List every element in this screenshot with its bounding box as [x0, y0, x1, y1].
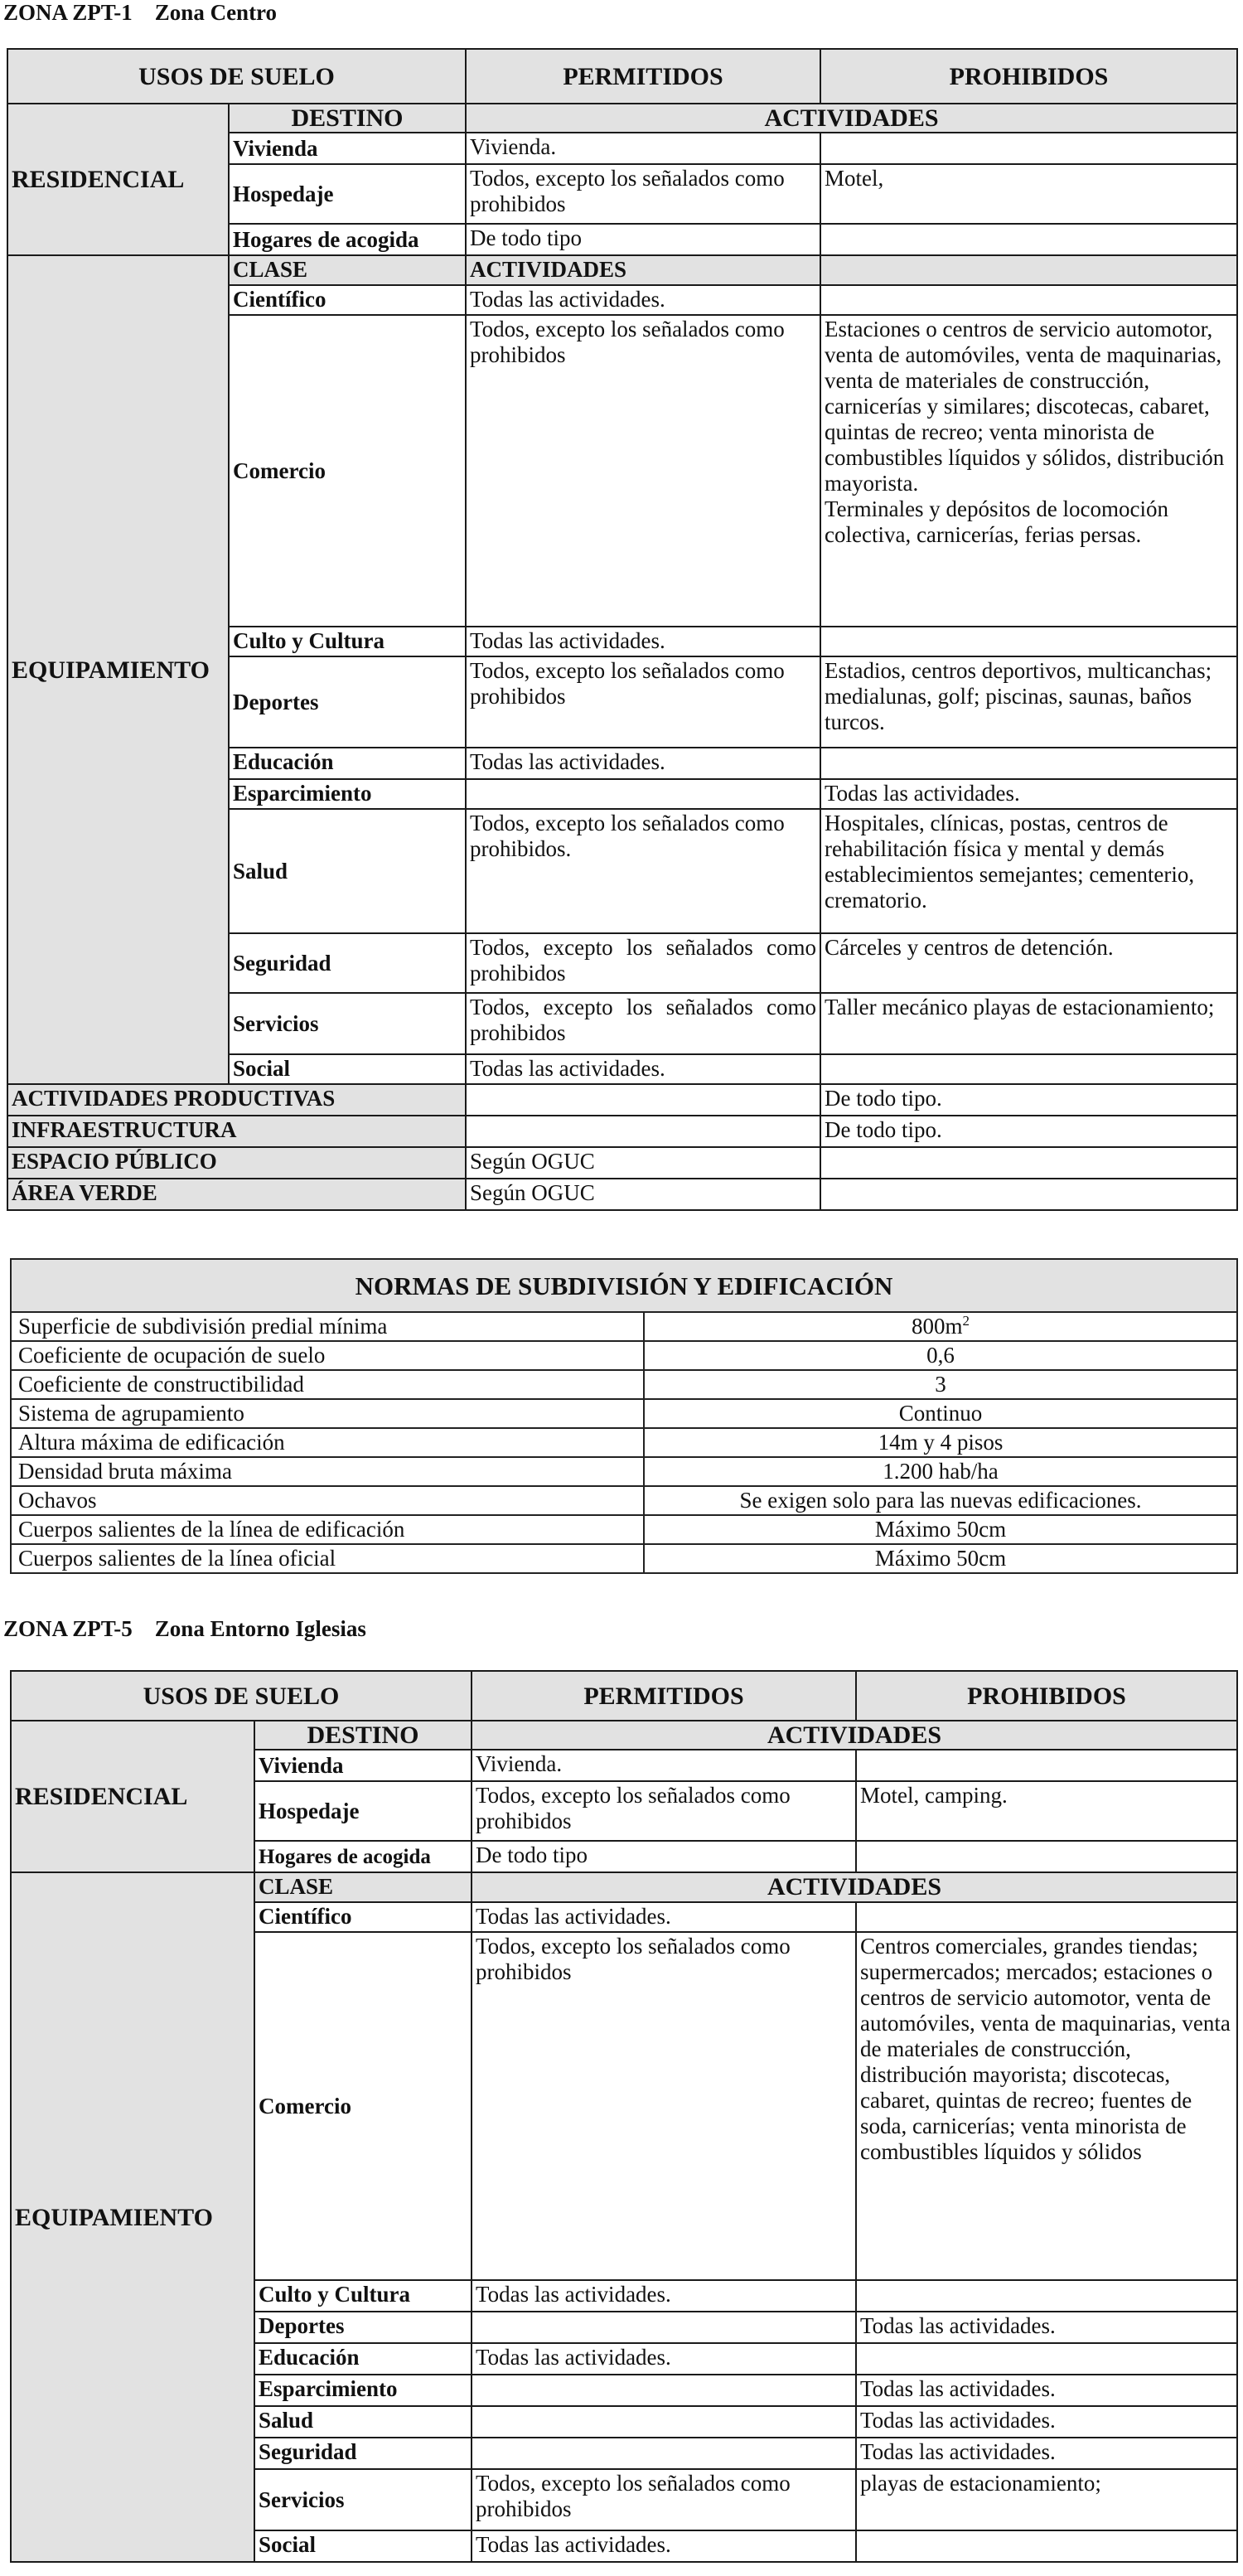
category-actividades-productivas: ACTIVIDADES PRODUCTIVAS — [7, 1084, 466, 1116]
permitted-cell: Todas las actividades. — [472, 2343, 856, 2375]
prohibited-cell — [820, 285, 1237, 315]
permitted-cell — [466, 1084, 820, 1116]
row-label: Servicios — [254, 2469, 472, 2530]
prohibited-cell: De todo tipo. — [820, 1116, 1237, 1147]
category-espacio-publico: ESPACIO PÚBLICO — [7, 1147, 466, 1179]
row-label: Culto y Cultura — [254, 2280, 472, 2312]
permitted-cell: Todas las actividades. — [466, 285, 820, 315]
row-label: Esparcimiento — [254, 2375, 472, 2406]
prohibited-cell — [820, 315, 1237, 627]
prohibited-cell: playas de estacionamiento; — [856, 2469, 1237, 2530]
prohibited-cell: Hospitales, clínicas, postas, centros de rehabilitación física y mental y demás establecimientos semejantes; cementerio, crematorio. — [820, 809, 1237, 933]
permitted-cell: Todas las actividades. — [472, 1902, 856, 1932]
permitted-cell — [472, 2406, 856, 2438]
norm-label: Coeficiente de ocupación de suelo — [11, 1341, 644, 1370]
subheader-blank — [820, 255, 1237, 285]
subheader-actividades: ACTIVIDADES — [472, 1721, 1237, 1750]
subheader-destino: DESTINO — [254, 1721, 472, 1750]
header-prohibidos: PROHIBIDOS — [820, 49, 1237, 104]
subheader-destino: DESTINO — [229, 104, 466, 133]
prohibited-text: Estaciones o centros de servicio automotor, venta de automóviles, venta de maquinarias, venta de materiales de construcción, carnicerías y similares; discotecas, cabaret, quintas de recreo; venta minorista de combustibles líquidos y sólidos, distribución mayorista. — [825, 317, 1225, 496]
row-label: Científico — [229, 285, 466, 315]
row-label: Social — [229, 1054, 466, 1084]
permitted-cell: Vivienda. — [466, 133, 820, 164]
norms-title: NORMAS DE SUBDIVISIÓN Y EDIFICACIÓN — [11, 1259, 1237, 1312]
prohibited-cell: Motel, camping. — [856, 1781, 1237, 1841]
header-prohibidos: PROHIBIDOS — [856, 1671, 1237, 1721]
norm-value — [644, 1312, 1237, 1341]
norm-value: Máximo 50cm — [644, 1515, 1237, 1544]
row-label: Servicios — [229, 993, 466, 1054]
prohibited-cell: Cárceles y centros de detención. — [820, 933, 1237, 993]
row-label: Esparcimiento — [229, 779, 466, 809]
category-equipamiento: EQUIPAMIENTO — [11, 1872, 254, 2562]
permitted-cell: Todas las actividades. — [466, 627, 820, 656]
prohibited-cell — [856, 1841, 1237, 1872]
prohibited-cell: Centros comerciales, grandes tiendas; supermercados; mercados; estaciones o centros de servicio automotor, venta de automóviles, venta de maquinarias, venta de materiales de construcción, distribución mayorista; discotecas, cabaret, quintas de recreo; fuentes de soda, carnicerías; venta minorista de combustibles líquidos y sólidos — [856, 1932, 1237, 2280]
permitted-cell — [472, 2375, 856, 2406]
permitted-cell: Todos, excepto los señalados como prohibidos — [466, 164, 820, 224]
permitted-cell — [466, 779, 820, 809]
row-label: Hospedaje — [229, 164, 466, 224]
row-label: Salud — [229, 809, 466, 933]
norm-label: Cuerpos salientes de la línea oficial — [11, 1544, 644, 1573]
category-residencial: RESIDENCIAL — [11, 1721, 254, 1872]
prohibited-cell: Motel, — [820, 164, 1237, 224]
row-label: Comercio — [229, 315, 466, 627]
row-label: Científico — [254, 1902, 472, 1932]
prohibited-cell — [820, 224, 1237, 255]
permitted-cell: Todas las actividades. — [472, 2280, 856, 2312]
permitted-cell: Según OGUC — [466, 1147, 820, 1179]
category-residencial: RESIDENCIAL — [7, 104, 229, 255]
row-label: Salud — [254, 2406, 472, 2438]
permitted-cell: De todo tipo — [466, 224, 820, 255]
norm-value: Se exigen solo para las nuevas edificaciones. — [644, 1486, 1237, 1515]
prohibited-cell — [856, 1750, 1237, 1781]
prohibited-cell: Todas las actividades. — [856, 2406, 1237, 2438]
prohibited-cell — [820, 133, 1237, 164]
prohibited-cell: De todo tipo. — [820, 1084, 1237, 1116]
prohibited-cell: Todas las actividades. — [856, 2375, 1237, 2406]
land-use-table — [7, 48, 1238, 1211]
category-equipamiento: EQUIPAMIENTO — [7, 255, 229, 1084]
subheader-clase: CLASE — [229, 255, 466, 285]
prohibited-cell — [856, 2343, 1237, 2375]
norm-label: Coeficiente de constructibilidad — [11, 1370, 644, 1399]
row-label: Comercio — [254, 1932, 472, 2280]
norm-value: Máximo 50cm — [644, 1544, 1237, 1573]
row-label: Educación — [254, 2343, 472, 2375]
subheader-actividades: ACTIVIDADES — [472, 1872, 1237, 1902]
permitted-cell — [472, 2438, 856, 2469]
norm-label: Altura máxima de edificación — [11, 1428, 644, 1457]
prohibited-text: Terminales y depósitos de locomoción colectiva, carnicerías, ferias persas. — [825, 496, 1169, 547]
norm-label: Ochavos — [11, 1486, 644, 1515]
row-label: Hogares de acogida — [254, 1841, 472, 1872]
prohibited-cell: Todas las actividades. — [856, 2312, 1237, 2343]
permitted-cell: Todos, excepto los señalados como prohibidos — [466, 993, 820, 1054]
category-area-verde: ÁREA VERDE — [7, 1179, 466, 1210]
permitted-cell: Todos, excepto los señalados como prohibidos — [466, 315, 820, 627]
row-label: Vivienda — [254, 1750, 472, 1781]
norm-label: Cuerpos salientes de la línea de edificación — [11, 1515, 644, 1544]
permitted-cell: Todos, excepto los señalados como prohibidos — [472, 2469, 856, 2530]
subheader-actividades: ACTIVIDADES — [466, 104, 1237, 133]
norm-label: Sistema de agrupamiento — [11, 1399, 644, 1428]
land-use-table — [10, 1670, 1238, 2563]
prohibited-cell: Todas las actividades. — [820, 779, 1237, 809]
subheader-clase: CLASE — [254, 1872, 472, 1902]
permitted-cell: Todas las actividades. — [466, 748, 820, 779]
norm-value-sup: 2 — [962, 1313, 970, 1329]
prohibited-cell — [856, 1902, 1237, 1932]
prohibited-cell: Estadios, centros deportivos, multicanchas; medialunas, golf; piscinas, saunas, baños turcos. — [820, 656, 1237, 748]
permitted-cell: Todos, excepto los señalados como prohibidos — [466, 933, 820, 993]
prohibited-cell — [856, 2280, 1237, 2312]
subheader-actividades: ACTIVIDADES — [466, 255, 820, 285]
prohibited-cell: Todas las actividades. — [856, 2438, 1237, 2469]
row-label: Culto y Cultura — [229, 627, 466, 656]
zone-title: ZONA ZPT-1 Zona Centro — [3, 0, 278, 25]
permitted-cell: De todo tipo — [472, 1841, 856, 1872]
prohibited-cell — [820, 748, 1237, 779]
row-label: Hogares de acogida — [229, 224, 466, 255]
norm-value: Continuo — [644, 1399, 1237, 1428]
row-label: Deportes — [229, 656, 466, 748]
permitted-cell: Todos, excepto los señalados como prohibidos. — [466, 809, 820, 933]
zone-title: ZONA ZPT-5 Zona Entorno Iglesias — [3, 1616, 366, 1641]
permitted-cell: Todas las actividades. — [472, 2530, 856, 2562]
category-infraestructura: INFRAESTRUCTURA — [7, 1116, 466, 1147]
row-label: Vivienda — [229, 133, 466, 164]
row-label: Deportes — [254, 2312, 472, 2343]
permitted-cell — [466, 1116, 820, 1147]
permitted-cell: Todas las actividades. — [466, 1054, 820, 1084]
prohibited-cell — [856, 2530, 1237, 2562]
norm-value: 0,6 — [644, 1341, 1237, 1370]
prohibited-cell — [820, 1179, 1237, 1210]
norm-label: Densidad bruta máxima — [11, 1457, 644, 1486]
header-usos: USOS DE SUELO — [7, 49, 466, 104]
permitted-cell: Todos, excepto los señalados como prohibidos — [472, 1932, 856, 2280]
prohibited-cell — [820, 1054, 1237, 1084]
prohibited-cell: Taller mecánico playas de estacionamiento; — [820, 993, 1237, 1054]
norm-value: 1.200 hab/ha — [644, 1457, 1237, 1486]
permitted-cell: Todos, excepto los señalados como prohibidos — [472, 1781, 856, 1841]
header-permitidos: PERMITIDOS — [466, 49, 820, 104]
permitted-cell: Todos, excepto los señalados como prohibidos — [466, 656, 820, 748]
prohibited-cell — [820, 1147, 1237, 1179]
row-label: Social — [254, 2530, 472, 2562]
norm-value: 3 — [644, 1370, 1237, 1399]
norm-value-text: 800m — [912, 1314, 963, 1339]
norms-table — [10, 1258, 1238, 1574]
norm-value: 14m y 4 pisos — [644, 1428, 1237, 1457]
permitted-cell: Vivienda. — [472, 1750, 856, 1781]
header-usos: USOS DE SUELO — [11, 1671, 472, 1721]
row-label: Educación — [229, 748, 466, 779]
permitted-cell: Según OGUC — [466, 1179, 820, 1210]
row-label: Seguridad — [254, 2438, 472, 2469]
norm-label: Superficie de subdivisión predial mínima — [11, 1312, 644, 1341]
permitted-cell — [472, 2312, 856, 2343]
header-permitidos: PERMITIDOS — [472, 1671, 856, 1721]
prohibited-cell — [820, 627, 1237, 656]
row-label: Hospedaje — [254, 1781, 472, 1841]
row-label: Seguridad — [229, 933, 466, 993]
